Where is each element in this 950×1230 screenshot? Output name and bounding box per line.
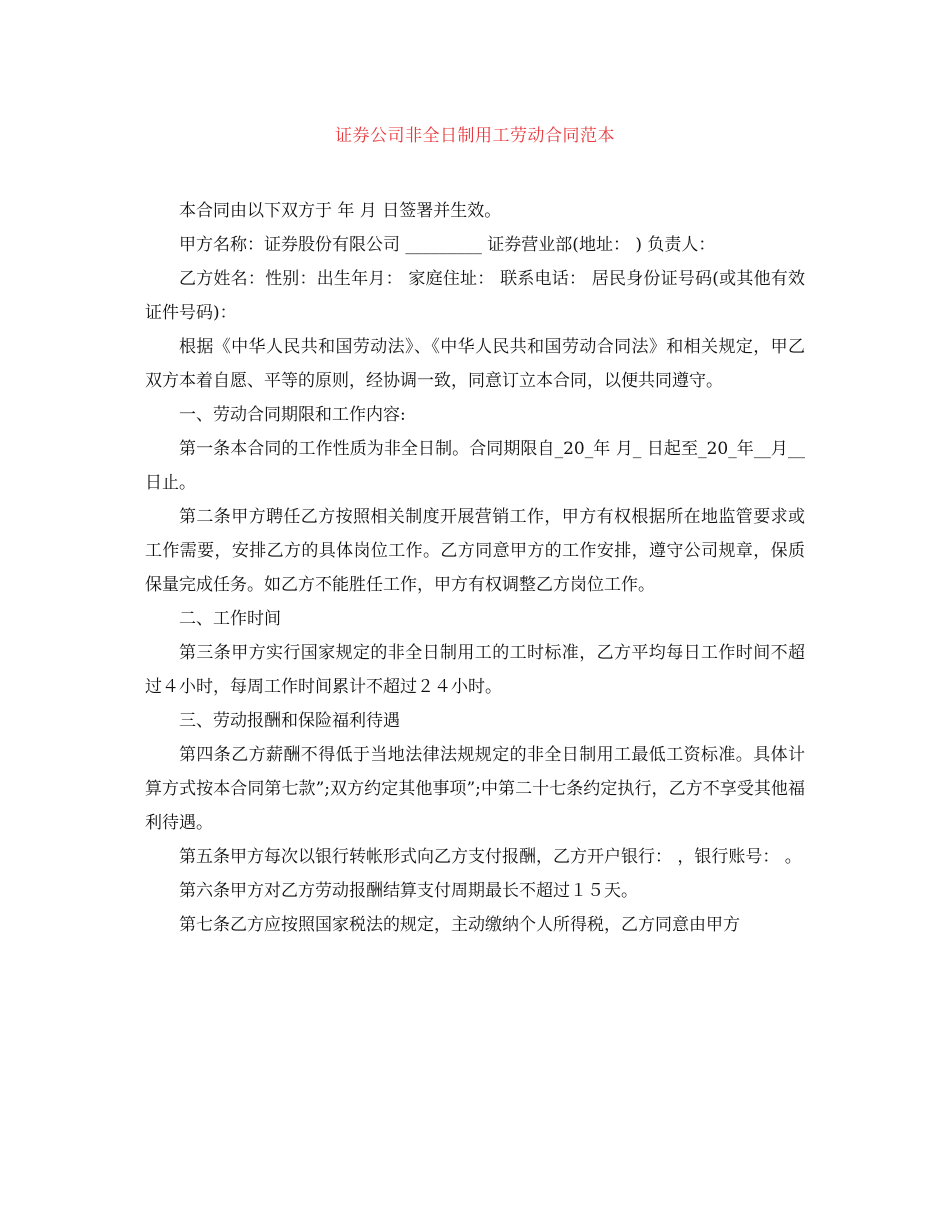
document-body: [145, 194, 805, 942]
paragraph-legal-basis: 根据《中华人民共和国劳动法》、《中华人民共和国劳动合同法》和相关规定，甲乙双方本着自愿、平等的原则，经协调一致，同意订立本合同，以便共同遵守。: [145, 337, 805, 391]
article-1: 第一条本合同的工作性质为非全日制。合同期限自_20_年 月_ 日起至_20_年__月__日止。: [145, 439, 805, 493]
section-heading-working-hours: 二、工作时间: [179, 609, 281, 629]
section-heading-remuneration: 三、劳动报酬和保险福利待遇: [179, 711, 400, 731]
article-7: 第七条乙方应按照国家税法的规定，主动缴纳个人所得税，乙方同意由甲方: [179, 915, 740, 935]
paragraph-party-a: 甲方名称：证券股份有限公司 _________ 证券营业部(地址： ) 负责人：: [179, 235, 716, 255]
paragraph-party-b: 乙方姓名：性别：出生年月： 家庭住址： 联系电话： 居民身份证号码(或其他有效证件号码)：: [145, 269, 805, 323]
article-4: 第四条乙方薪酬不得低于当地法律法规规定的非全日制用工最低工资标准。具体计算方式按本合同第七款”;双方约定其他事项”;中第二十七条约定执行，乙方不享受其他福利待遇。: [145, 745, 805, 833]
article-5: 第五条甲方每次以银行转帐形式向乙方支付报酬，乙方开户银行： ，银行账号： 。: [179, 847, 802, 867]
document-title: 证券公司非全日制用工劳动合同范本: [335, 126, 615, 146]
article-6: 第六条甲方对乙方劳动报酬结算支付周期最长不超过１５天。: [179, 881, 638, 901]
paragraph-signing-date: 本合同由以下双方于 年 月 日签署并生效。: [179, 201, 502, 221]
section-heading-term-and-work: 一、劳动合同期限和工作内容:: [179, 405, 406, 425]
article-3: 第三条甲方实行国家规定的非全日制用工的工时标准，乙方平均每日工作时间不超过４小时，每周工作时间累计不超过２４小时。: [145, 643, 805, 697]
article-2: 第二条甲方聘任乙方按照相关制度开展营销工作，甲方有权根据所在地监管要求或工作需要，安排乙方的具体岗位工作。乙方同意甲方的工作安排，遵守公司规章，保质保量完成任务。如乙方不能胜任工作，甲方有权调整乙方岗位工作。: [145, 507, 805, 595]
